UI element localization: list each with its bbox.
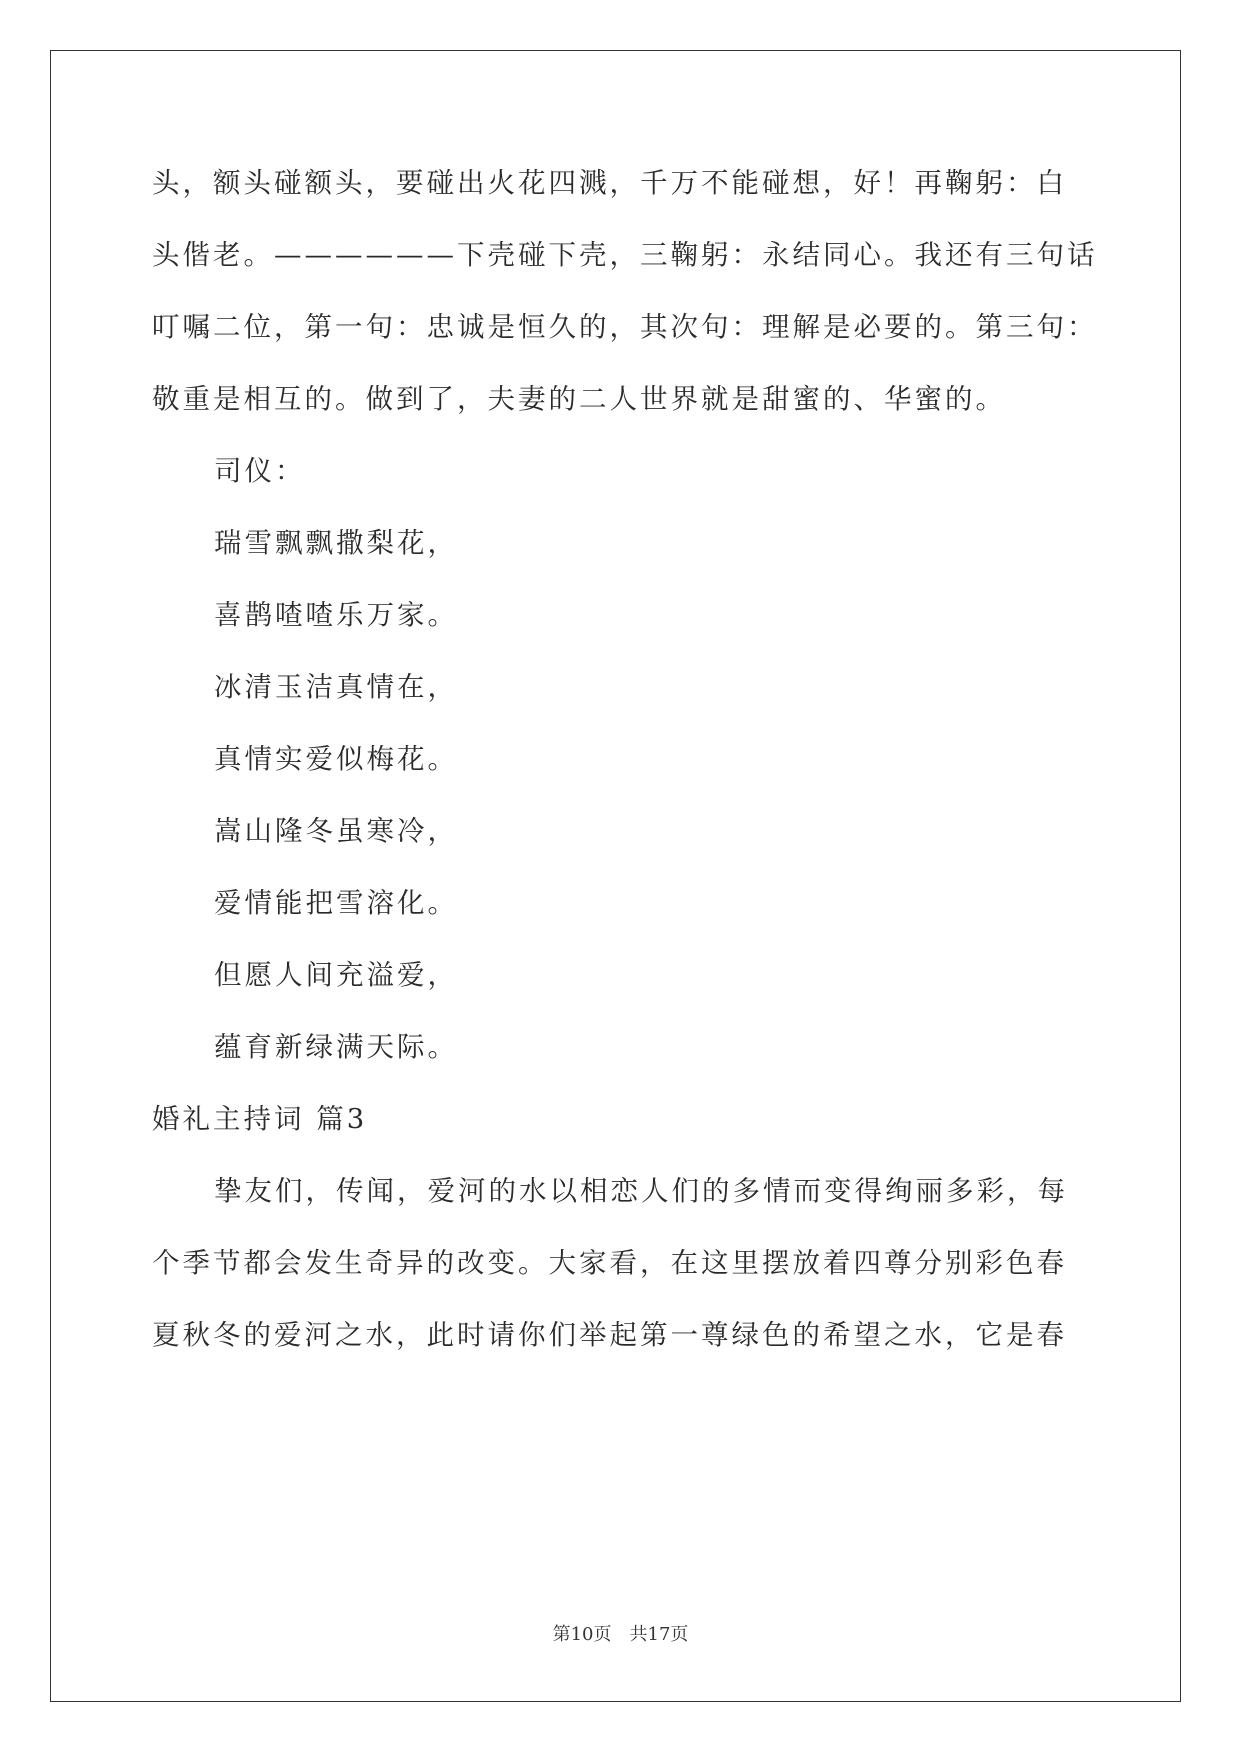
poem-line: 爱情能把雪溶化。 (214, 887, 458, 919)
poem-line: 喜鹊喳喳乐万家。 (214, 599, 458, 631)
paragraph-line: 敬重是相互的。做到了，夫妻的二人世界就是甜蜜的、华蜜的。 (152, 383, 1006, 415)
page-number: 第10页 共17页 (552, 1624, 689, 1645)
poem-line: 蕴育新绿满天际。 (214, 1031, 458, 1063)
paragraph-line: 挚友们，传闻，爱河的水以相恋人们的多情而变得绚丽多彩，每 (214, 1175, 1068, 1207)
section-heading: 婚礼主持词 篇3 (152, 1103, 368, 1135)
poem-line: 真情实爱似梅花。 (214, 743, 458, 775)
paragraph-line: 夏秋冬的爱河之水，此时请你们举起第一尊绿色的希望之水，它是春 (152, 1319, 1067, 1351)
poem-line: 嵩山隆冬虽寒冷， (214, 815, 458, 847)
paragraph-line: 个季节都会发生奇异的改变。大家看，在这里摆放着四尊分别彩色春 (152, 1247, 1067, 1279)
speaker-label: 司仪： (214, 455, 306, 487)
paragraph-line: 叮嘱二位，第一句：忠诚是恒久的，其次句：理解是必要的。第三句： (152, 311, 1098, 343)
paragraph-line: 头，额头碰额头，要碰出火花四溅，千万不能碰想，好！再鞠躬：白 (152, 167, 1067, 199)
poem-line: 瑞雪飘飘撒梨花， (214, 527, 458, 559)
poem-line: 冰清玉洁真情在， (214, 671, 458, 703)
poem-line: 但愿人间充溢爱， (214, 959, 458, 991)
page-border (50, 50, 1181, 1702)
paragraph-line: 头偕老。——————下壳碰下壳，三鞠躬：永结同心。我还有三句话 (152, 239, 1098, 271)
